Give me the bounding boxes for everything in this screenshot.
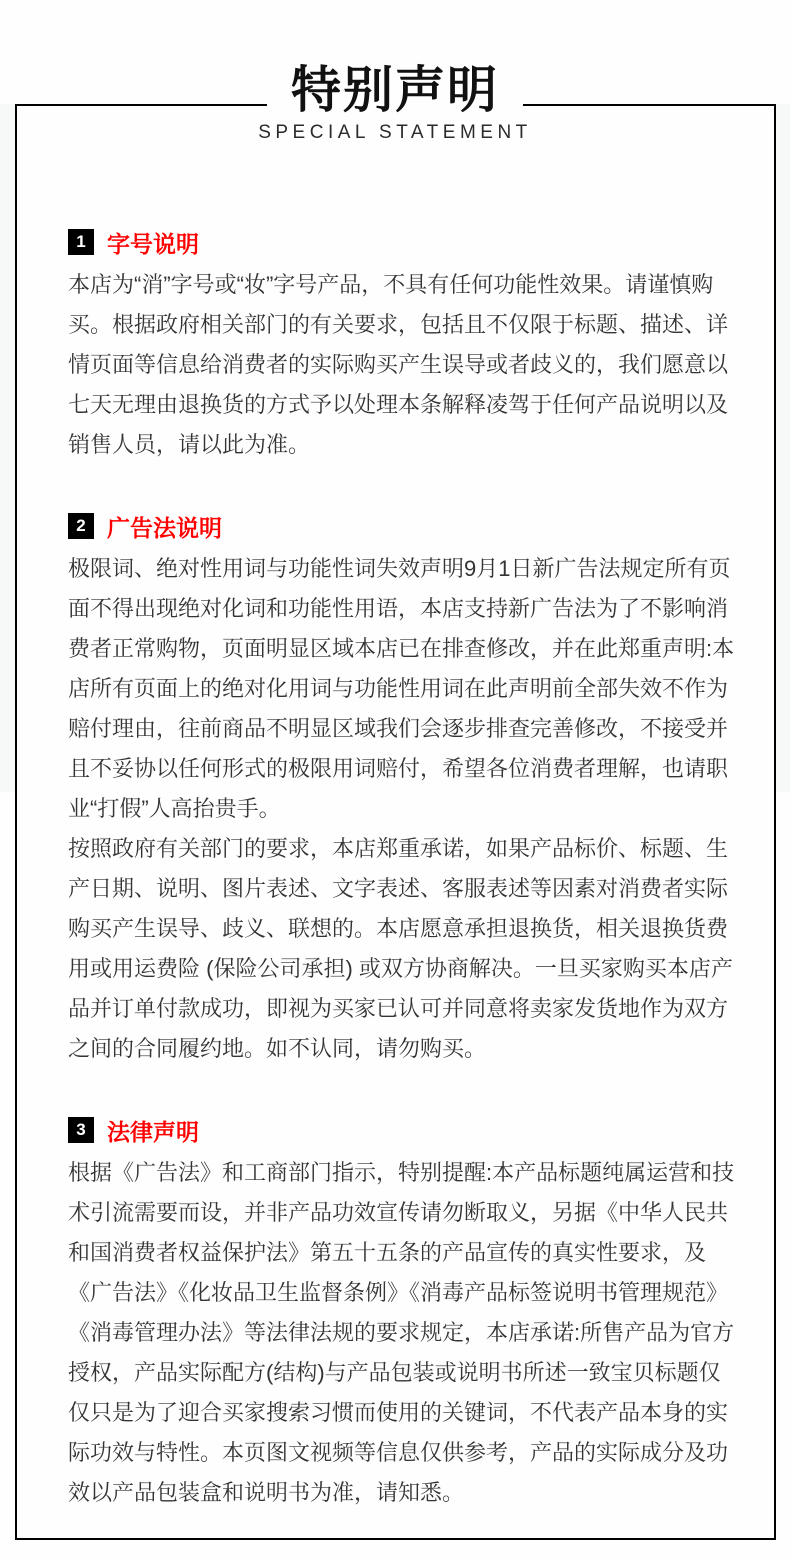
section-number-badge: 3 — [68, 1117, 94, 1143]
section-title: 法律声明 — [107, 1118, 199, 1145]
section-title: 字号说明 — [107, 230, 199, 257]
section-paragraph: 根据《广告法》和工商部门指示，特别提醒:本产品标题纯属运营和技术引流需要而设，并非产品功效宣传请勿断取义，另据《中华人民共和国消费者权益保护法》第五十五条的产品宣传的真实性要求，及《广告法》《化妆品卫生监督条例》《消毒产品标签说明书管理规范》《消毒管理办法》等法律法规的要求规定，本店承诺:所售产品为官方授权，产品实际配方(结构)与产品包装或说明书所述一致宝贝标题仅仅只是为了迎合买家搜索习惯而使用的关键词，不代表产品本身的实际功效与特性。本页图文视频等信息仅供参考，产品的实际成分及功效以产品包装盒和说明书为准，请知悉。 — [68, 1160, 735, 1505]
section-paragraph: 本店为“消”字号或“妆”字号产品，不具有任何功能性效果。请谨慎购买。根据政府相关部门的有关要求，包括且不仅限于标题、描述、详情页面等信息给消费者的实际购买产生误导或者歧义的，我们愿意以七天无理由退换货的方式予以处理本条解释凌驾于任何产品说明以及销售人员，请以此为准。 — [68, 272, 729, 457]
page-edge-shade-left — [0, 104, 15, 792]
section-number-badge: 2 — [68, 513, 94, 539]
section-number-badge: 1 — [68, 229, 94, 255]
page-title: 特别声明 — [267, 63, 523, 118]
page-subtitle: SPECIAL STATEMENT — [258, 122, 532, 143]
section-title: 广告法说明 — [107, 514, 222, 541]
section-paragraph: 极限词、绝对性用词与功能性词失效声明9月1日新广告法规定所有页面不得出现绝对化词和功能性用语，本店支持新广告法为了不影响消费者正常购物，页面明显区域本店已在排查修改，并在此郑重声明:本店所有页面上的绝对化用词与功能性用词在此声明前全部失效不作为赔付理由，往前商品不明显区域我们会逐步排查完善修改，不接受并且不妥协以任何形式的极限用词赔付，希望各位消费者理解，也请职业“打假”人高抬贵手。 — [68, 556, 735, 821]
section-paragraph: 按照政府有关部门的要求，本店郑重承诺，如果产品标价、标题、生产日期、说明、图片表述、文字表述、客服表述等因素对消费者实际购买产生误导、歧义、联想的。本店愿意承担退换货，相关退换货费用或用运费险 (保险公司承担) 或双方协商解决。一旦买家购买本店产品并订单付款成功，即视为买家已认可并同意将卖家发货地作为双方之间的合同履约地。如不认同，请勿购买。 — [68, 836, 733, 1061]
page-header — [0, 63, 790, 144]
statement-content — [68, 106, 736, 1513]
section-font-size-statement — [68, 229, 736, 465]
page-edge-shade-right — [776, 104, 790, 792]
section-heading-row — [68, 513, 736, 539]
section-advertising-law-statement — [68, 513, 736, 1069]
section-heading-row — [68, 229, 736, 255]
section-legal-statement — [68, 1117, 736, 1513]
section-heading-row — [68, 1117, 736, 1143]
